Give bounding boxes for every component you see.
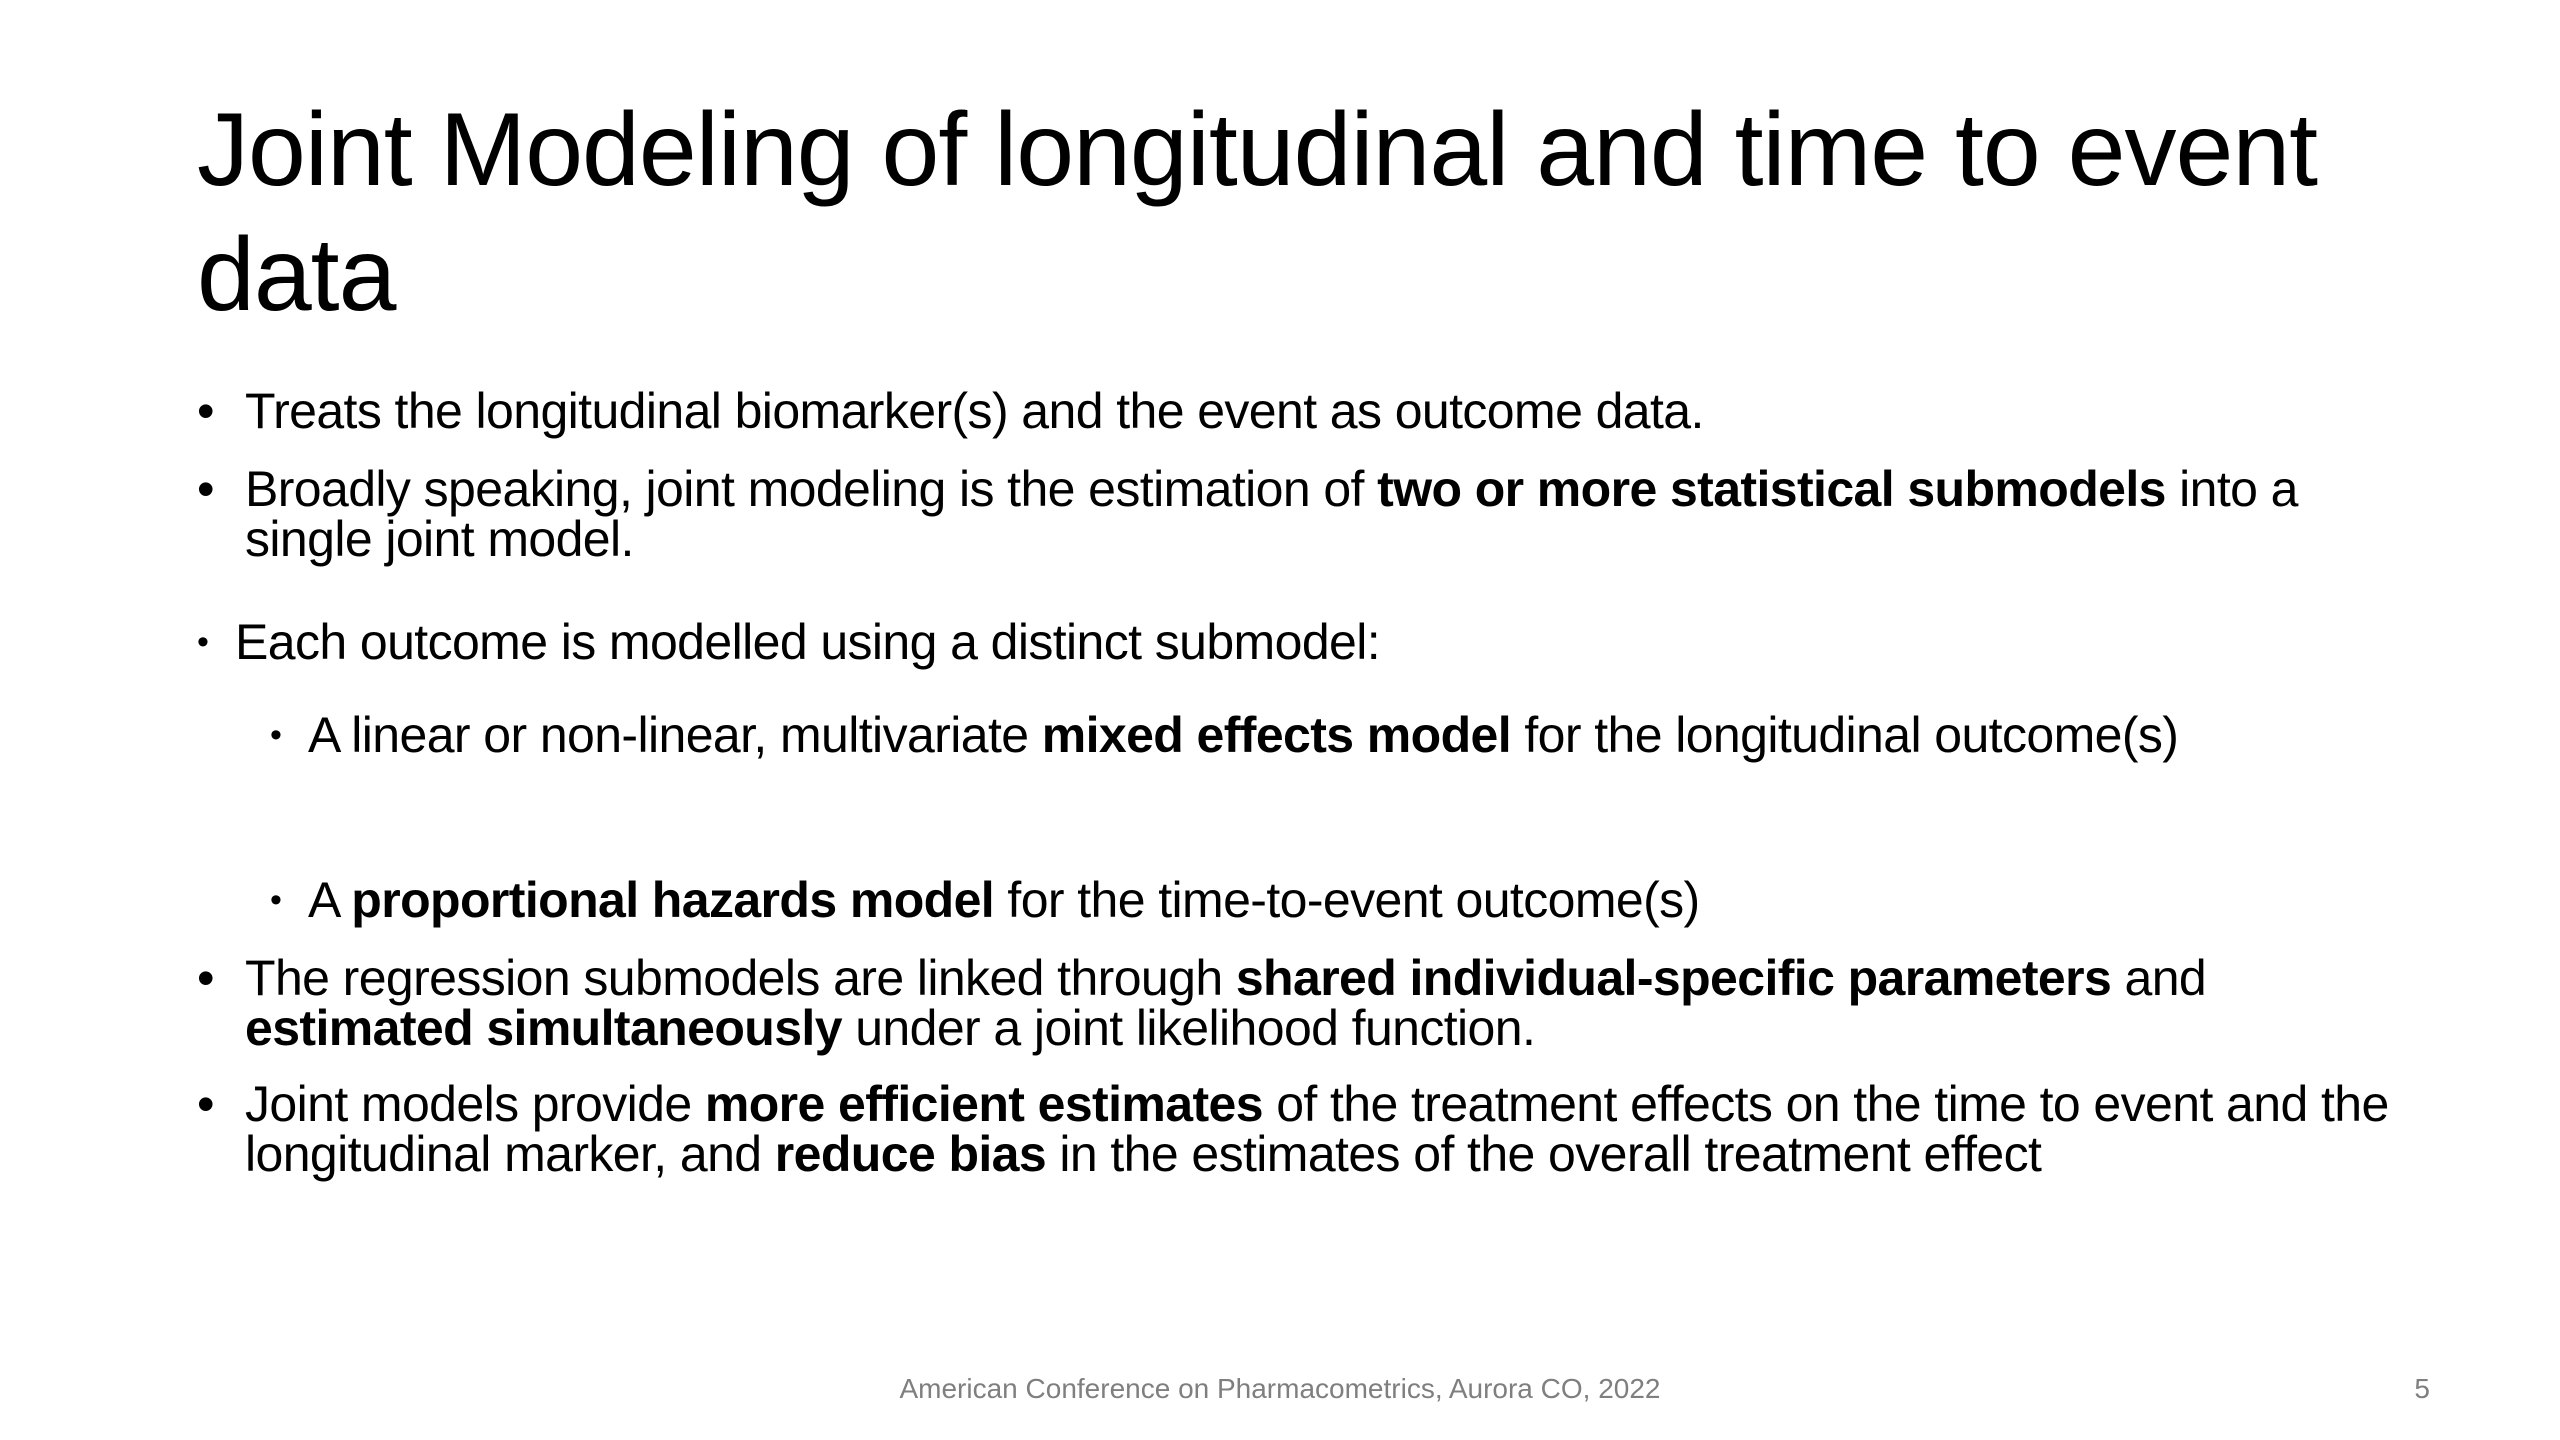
- bullet-text-part: of the treatment effects on the time to event and the longitudinal marker, and: [245, 1076, 2389, 1182]
- bullet-text-part: The regression submodels are linked through: [245, 950, 1236, 1006]
- bullet-marker: •: [270, 716, 282, 754]
- bullet-text-emphasis: proportional hazards model: [351, 872, 995, 928]
- bullet-text-part: in the estimates of the overall treatment effect: [1046, 1126, 2042, 1182]
- bullet-text-part: Each outcome is modelled using a distinct submodel:: [235, 614, 1381, 670]
- bullet-text: [245, 950, 2397, 1056]
- bullet-text-emphasis: more efficient estimates: [704, 1076, 1263, 1132]
- bullet-text-part: and: [2111, 950, 2207, 1006]
- bullet-marker: •: [197, 1076, 214, 1132]
- bullet-text-emphasis: shared individual-specific parameters: [1235, 950, 2112, 1006]
- bullet-text-emphasis: two or more statistical submodels: [1377, 461, 2166, 517]
- sub-bullet-item: [270, 697, 2270, 773]
- bullet-marker: •: [197, 461, 214, 517]
- bullet-text-part: into a single joint model.: [245, 461, 2298, 567]
- slide-footer: American Conference on Pharmacometrics, Aurora CO, 2022: [899, 1373, 1661, 1404]
- bullet-text: [245, 461, 2397, 567]
- bullet-marker: •: [270, 881, 282, 919]
- slide-title: Joint Modeling of longitudinal and time to event data: [197, 92, 2318, 333]
- bullet-item: [197, 615, 2397, 669]
- bullet-text: [308, 862, 2270, 938]
- bullet-text: [245, 1076, 2397, 1182]
- bullet-text-emphasis: estimated simultaneously: [245, 1000, 842, 1056]
- bullet-marker: •: [197, 383, 214, 439]
- bullet-text-part: A: [308, 872, 352, 928]
- bullet-item: [197, 461, 2397, 567]
- bullet-item: [197, 950, 2397, 1056]
- bullet-text-part: for the longitudinal outcome(s): [1511, 707, 2179, 763]
- bullet-text-part: under a joint likelihood function.: [841, 1000, 1536, 1056]
- page-number: 5: [2414, 1373, 2430, 1404]
- bullet-text-part: Treats the longitudinal biomarker(s) and the event as outcome data.: [245, 383, 1704, 439]
- bullet-text-part: Joint models provide: [245, 1076, 705, 1132]
- bullet-text: [235, 615, 2397, 669]
- bullet-item: [197, 1076, 2397, 1182]
- sub-bullet-item: [270, 862, 2270, 938]
- bullet-text-emphasis: mixed effects model: [1041, 707, 1512, 763]
- bullet-text-part: Broadly speaking, joint modeling is the estimation of: [245, 461, 1378, 517]
- bullet-text: [308, 697, 2270, 773]
- bullet-item: [197, 383, 2397, 439]
- bullet-text-part: for the time-to-event outcome(s): [994, 872, 1700, 928]
- bullet-text: [245, 383, 2397, 439]
- bullet-marker: •: [197, 950, 214, 1006]
- bullet-text-part: A linear or non-linear, multivariate: [308, 707, 1042, 763]
- bullet-text-emphasis: reduce bias: [774, 1126, 1047, 1182]
- bullet-marker: •: [197, 623, 209, 661]
